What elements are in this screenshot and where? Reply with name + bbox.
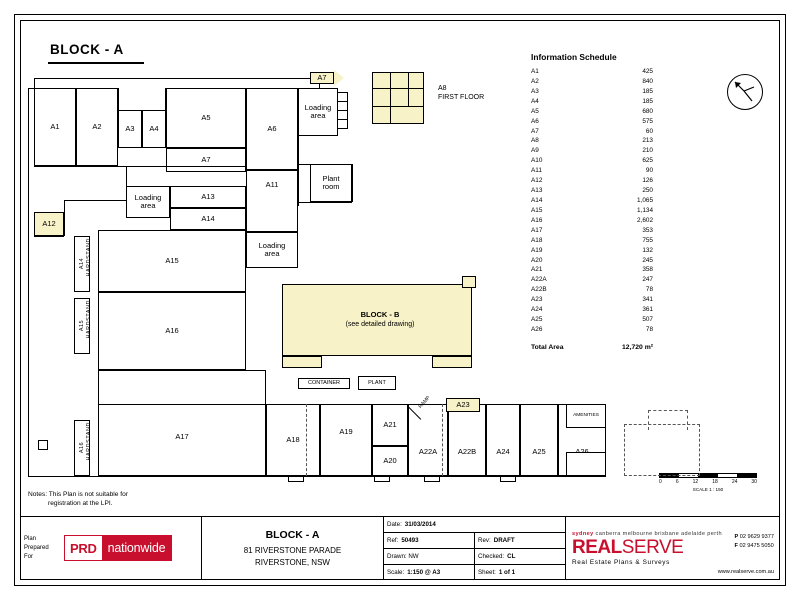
unit-label: A23 — [456, 399, 470, 409]
loading-dock-edge — [347, 92, 348, 129]
schedule-row — [531, 265, 701, 275]
prepared-for-cell — [20, 517, 202, 580]
door-opening — [288, 476, 304, 482]
meta-checked — [475, 549, 565, 564]
schedule-unit: A16 — [531, 216, 543, 224]
meta-row-date — [384, 517, 565, 533]
ramp-label: RAMP — [417, 394, 432, 410]
site-top-edge — [28, 88, 34, 89]
schedule-row — [531, 305, 701, 315]
schedule-unit: A3 — [531, 87, 539, 95]
schedule-unit: A1 — [531, 68, 539, 75]
unit-label: A2 — [92, 121, 102, 131]
schedule-row — [531, 166, 701, 176]
loading-area-label-line2: area — [140, 201, 156, 210]
meta-date-label: Date: — [387, 521, 402, 528]
schedule-row — [531, 127, 701, 137]
city-melbourne: melbourne — [622, 531, 653, 538]
unit-a8-block[interactable] — [372, 72, 424, 124]
meta-rev-label: Rev: — [478, 537, 491, 544]
hardstand-label-id: A16 — [78, 442, 85, 454]
city-brisbane: brisbane — [654, 531, 680, 538]
hardstand-label-id: A15 — [78, 320, 85, 332]
unit-a19[interactable] — [372, 446, 408, 476]
schedule-area: 185 — [642, 97, 653, 105]
site-boundary-dashed — [624, 424, 700, 476]
schedule-area: 353 — [642, 226, 653, 234]
schedule-area: 185 — [642, 87, 653, 95]
prd-nationwide-logo — [64, 535, 172, 561]
realserve-logo-real: REAL — [572, 537, 622, 559]
unit-label: A15 — [165, 255, 179, 265]
schedule-row — [531, 216, 701, 226]
prd-logo-text: PRD — [65, 536, 102, 560]
unit-a20[interactable] — [372, 404, 408, 446]
unit-a8-label — [438, 84, 484, 102]
meta-rev-value: DRAFT — [493, 537, 515, 544]
wall-line — [34, 236, 64, 237]
schedule-unit: A7 — [531, 127, 539, 135]
unit-label: A6 — [267, 123, 277, 133]
unit-label: A19 — [339, 426, 353, 436]
unit-a26[interactable] — [566, 452, 606, 476]
unit-label: A11 — [265, 180, 279, 189]
schedule-unit: A25 — [531, 316, 543, 324]
schedule-unit: A24 — [531, 306, 543, 314]
wall-line — [64, 200, 126, 201]
wall-line — [64, 200, 65, 212]
scale-tick: 6 — [675, 479, 679, 485]
schedule-unit: A12 — [531, 177, 543, 185]
wall-line — [266, 404, 267, 476]
schedule-row — [531, 275, 701, 285]
schedule-area: 90 — [645, 167, 653, 175]
unit-a4[interactable] — [142, 110, 166, 148]
schedule-area: 341 — [642, 296, 653, 304]
site-boundary-dashed-upper — [648, 410, 688, 430]
schedule-area: 78 — [645, 286, 653, 294]
schedule-row — [531, 176, 701, 186]
meta-rev — [475, 533, 565, 548]
schedule-total-value: 12,720 m² — [622, 343, 653, 351]
project-address-line2: RIVERSTONE, NSW — [255, 558, 330, 568]
loading-area-label-line1: Loading — [134, 192, 162, 202]
meta-row-ref — [384, 533, 565, 549]
wall-line — [98, 404, 266, 405]
plant-box — [358, 376, 396, 390]
meta-ref — [384, 533, 475, 548]
plant-room-label-line2: room — [322, 182, 340, 191]
amenities-label: AMENITIES — [573, 413, 599, 419]
meta-date — [384, 517, 565, 532]
loading-area-lower — [246, 232, 298, 268]
schedule-row — [531, 206, 701, 216]
container-label: CONTAINER — [308, 380, 340, 387]
wall-line — [298, 136, 299, 206]
meta-date-value: 31/03/2014 — [404, 521, 436, 528]
unit-label: A13 — [201, 191, 215, 201]
schedule-unit: A9 — [531, 147, 539, 155]
schedule-unit: A22A — [531, 276, 547, 284]
unit-a14[interactable] — [98, 230, 246, 292]
door-opening — [500, 476, 516, 482]
schedule-row — [531, 97, 701, 107]
schedule-total-row — [531, 344, 701, 351]
unit-a10[interactable] — [246, 170, 298, 232]
scale-bar-ticks — [659, 479, 757, 485]
loading-area-top — [298, 88, 338, 136]
site-bottom-edge — [28, 476, 98, 477]
meta-drawn — [384, 549, 475, 564]
wall-line — [298, 164, 352, 165]
unit-label: A7 — [201, 154, 211, 164]
schedule-total-label: Total Area — [531, 343, 564, 351]
unit-a22b[interactable] — [446, 398, 480, 412]
unit-a3-a4-upper — [118, 88, 166, 110]
nationwide-logo-text: nationwide — [102, 536, 172, 560]
wall-line — [298, 202, 352, 203]
city-perth: perth — [707, 531, 722, 538]
schedule-area: 625 — [642, 157, 653, 165]
building-top-edge — [34, 78, 320, 88]
schedule-area: 1,065 — [637, 196, 653, 204]
unit-label: A7 — [317, 72, 327, 82]
unit-a22a[interactable] — [448, 404, 486, 476]
wall-line — [352, 164, 353, 202]
project-address-line1: 81 RIVERSTONE PARADE — [243, 546, 342, 556]
schedule-area: 250 — [642, 187, 653, 195]
block-b-label — [310, 310, 450, 329]
fax-value: 02 9475 5050 — [739, 542, 774, 549]
schedule-row — [531, 325, 701, 335]
plant-room — [310, 164, 352, 202]
schedule-row — [531, 285, 701, 295]
building-bottom-edge — [98, 476, 606, 477]
schedule-area: 840 — [642, 77, 653, 85]
hardstand-label-id: A14 — [78, 258, 85, 270]
wall-line — [118, 166, 246, 167]
a7-arrow-outline-icon — [334, 70, 344, 86]
unit-a11[interactable] — [34, 212, 64, 236]
schedule-area: 507 — [642, 316, 653, 324]
unit-label: A25 — [532, 446, 546, 456]
plan-notes-line-2: registration at the LPI. — [48, 499, 113, 507]
schedule-row — [531, 236, 701, 246]
schedule-unit: A5 — [531, 107, 539, 115]
schedule-area: 425 — [642, 68, 653, 75]
city-sydney: sydney — [572, 531, 594, 538]
schedule-area: 755 — [642, 236, 653, 244]
unit-a13[interactable] — [170, 208, 246, 230]
unit-a8-id: A8 — [438, 85, 447, 92]
unit-a23[interactable] — [486, 404, 520, 476]
schedule-area: 78 — [645, 325, 653, 333]
block-b-subtitle: (see detailed drawing) — [345, 320, 415, 328]
schedule-unit: A2 — [531, 77, 539, 85]
schedule-unit: A23 — [531, 296, 543, 304]
page-title-underline — [48, 62, 144, 64]
unit-a16[interactable] — [98, 370, 266, 476]
a8-divider — [408, 72, 409, 106]
realserve-website[interactable]: www.realserve.com.au — [717, 569, 774, 575]
unit-a2[interactable] — [76, 88, 118, 166]
information-schedule-title: Information Schedule — [531, 52, 617, 62]
city-canberra: canberra — [595, 531, 621, 538]
unit-label: A16 — [165, 325, 179, 335]
scale-tick: 12 — [692, 479, 699, 485]
drawing-meta-cell — [384, 517, 566, 580]
loading-area-label-line1: Loading — [258, 240, 286, 250]
schedule-area: 245 — [642, 256, 653, 264]
schedule-unit: A15 — [531, 206, 543, 214]
phone-value: 02 9629 9377 — [739, 534, 774, 540]
unit-label: A22B — [457, 446, 477, 456]
schedule-area: 247 — [642, 276, 653, 284]
schedule-area: 358 — [642, 266, 653, 274]
phone-label: P — [734, 534, 739, 540]
schedule-row — [531, 77, 701, 87]
block-b-notch-left — [282, 356, 322, 368]
site-left-edge — [28, 88, 29, 476]
schedule-unit: A13 — [531, 187, 543, 195]
meta-checked-value: CL — [507, 553, 516, 560]
schedule-unit: A8 — [531, 137, 539, 145]
unit-label: A14 — [201, 213, 215, 223]
realserve-tagline: Real Estate Plans & Surveys — [572, 558, 670, 566]
schedule-row — [531, 196, 701, 206]
a8-divider — [372, 88, 424, 89]
loading-area-label-line2: area — [264, 249, 280, 258]
unit-a3[interactable] — [118, 110, 142, 148]
meta-row-drawn — [384, 549, 565, 565]
plant-room-label-line1: Plant — [322, 173, 340, 183]
unit-label: A1 — [50, 121, 60, 131]
schedule-area: 213 — [642, 137, 653, 145]
schedule-row — [531, 67, 701, 77]
door-opening — [424, 476, 440, 482]
unit-label: A5 — [201, 112, 211, 122]
schedule-row — [531, 226, 701, 236]
unit-label: A3 — [125, 123, 135, 133]
unit-a1[interactable] — [34, 88, 76, 166]
unit-a24[interactable] — [520, 404, 558, 476]
schedule-area: 680 — [642, 107, 653, 115]
realserve-logo-serve: SERVE — [621, 537, 684, 559]
schedule-unit: A14 — [531, 196, 543, 204]
wall-line — [34, 166, 118, 167]
meta-scale — [384, 565, 475, 580]
plan-notes — [28, 491, 128, 509]
site-marker — [38, 440, 48, 450]
meta-scale-value: 1:150 @ A3 — [407, 569, 441, 576]
project-title: BLOCK - A — [265, 528, 320, 541]
schedule-row — [531, 315, 701, 325]
plan-notes-line-1: Notes: This Plan is not suitable for — [28, 491, 128, 498]
unit-a15[interactable] — [98, 292, 246, 370]
unit-a6[interactable] — [246, 88, 298, 170]
wall-line — [64, 212, 65, 236]
unit-label: A22A — [418, 446, 438, 456]
internal-dashed-line — [306, 404, 307, 476]
meta-row-scale — [384, 565, 565, 580]
schedule-unit: A21 — [531, 266, 543, 274]
wall-line — [126, 166, 127, 200]
meta-drawn-label: Drawn: NW — [387, 553, 419, 560]
fax-label: F — [734, 542, 738, 549]
schedule-unit: A26 — [531, 325, 543, 333]
schedule-row — [531, 246, 701, 256]
information-schedule — [531, 52, 701, 351]
scale-bar-caption: SCALE 1 : 150 — [692, 487, 724, 492]
loading-area-label-line2: area — [310, 111, 326, 120]
a8-divider — [372, 106, 424, 107]
schedule-row — [531, 256, 701, 266]
schedule-row — [531, 295, 701, 305]
schedule-unit: A19 — [531, 246, 543, 254]
schedule-area: 2,602 — [637, 216, 653, 224]
meta-ref-label: Ref: — [387, 537, 399, 544]
prepared-label-2: Prepared — [24, 545, 49, 551]
scale-tick: 18 — [712, 479, 718, 485]
scale-tick: 0 — [659, 479, 662, 485]
unit-label: A20 — [383, 455, 397, 465]
schedule-area: 126 — [642, 177, 653, 185]
schedule-row — [531, 136, 701, 146]
internal-dashed-line — [442, 404, 443, 476]
prepared-label-3: For — [24, 554, 33, 560]
schedule-unit: A11 — [531, 167, 542, 175]
schedule-row — [531, 156, 701, 166]
container-box — [298, 378, 350, 389]
scale-tick: 24 — [731, 479, 738, 485]
schedule-area: 210 — [642, 147, 653, 155]
block-b-notch-top — [462, 276, 476, 288]
meta-scale-label: Scale: — [387, 569, 405, 576]
amenities-box — [566, 404, 606, 428]
schedule-area: 575 — [642, 117, 653, 125]
schedule-row — [531, 87, 701, 97]
schedule-unit: A17 — [531, 226, 543, 234]
city-adelaide: adelaide — [681, 531, 706, 538]
unit-label: A4 — [149, 123, 159, 133]
schedule-unit: A20 — [531, 256, 543, 264]
north-compass-icon — [727, 74, 763, 110]
schedule-row — [531, 146, 701, 156]
unit-a7[interactable] — [310, 72, 334, 84]
schedule-area: 132 — [642, 246, 653, 254]
unit-a9[interactable] — [166, 148, 246, 172]
loading-area-label-line1: Loading — [304, 102, 332, 112]
wall-line — [98, 370, 99, 476]
meta-sheet-value: 1 of 1 — [498, 569, 516, 576]
schedule-unit: A4 — [531, 97, 539, 105]
block-b-title: BLOCK - B — [360, 310, 400, 319]
block-b-notch-right — [432, 356, 472, 368]
title-block — [20, 516, 780, 580]
schedule-row — [531, 186, 701, 196]
unit-a17[interactable] — [266, 404, 320, 476]
scale-tick: 30 — [751, 479, 757, 485]
loading-area-mid — [126, 186, 170, 218]
unit-label: A18 — [286, 434, 300, 444]
schedule-unit: A22B — [531, 286, 547, 294]
schedule-unit: A6 — [531, 117, 539, 125]
unit-label: A24 — [496, 446, 510, 456]
a8-divider — [390, 72, 391, 124]
unit-label: A12 — [42, 218, 56, 228]
hardstand-word-3: HARDSTAND — [86, 422, 92, 461]
meta-sheet — [475, 565, 565, 580]
schedule-row — [531, 117, 701, 127]
schedule-area: 361 — [642, 306, 653, 314]
unit-label: A21 — [383, 419, 397, 429]
meta-sheet-label: Sheet: — [478, 569, 496, 576]
hardstand-word-2: HARDSTAND — [86, 300, 92, 339]
realserve-contact — [734, 533, 774, 551]
unit-a5[interactable] — [166, 88, 246, 148]
schedule-unit: A10 — [531, 157, 543, 165]
meta-checked-label: Checked: — [478, 553, 505, 560]
meta-ref-value: 50493 — [401, 537, 419, 544]
unit-label: A17 — [175, 431, 189, 441]
unit-a8-floor: FIRST FLOOR — [438, 94, 485, 102]
realserve-cell — [566, 517, 780, 580]
schedule-area: 60 — [645, 127, 653, 135]
door-opening — [374, 476, 390, 482]
unit-a18[interactable] — [320, 404, 372, 476]
project-info-cell — [202, 517, 384, 580]
prepared-label-1: Plan — [24, 536, 37, 542]
unit-a12[interactable] — [170, 186, 246, 208]
schedule-row — [531, 107, 701, 117]
schedule-area: 1,134 — [637, 206, 653, 214]
hardstand-word-1: HARDSTAND — [86, 238, 92, 277]
page-title: BLOCK - A — [50, 42, 124, 57]
plant-label: PLANT — [368, 379, 386, 386]
schedule-unit: A18 — [531, 236, 543, 244]
